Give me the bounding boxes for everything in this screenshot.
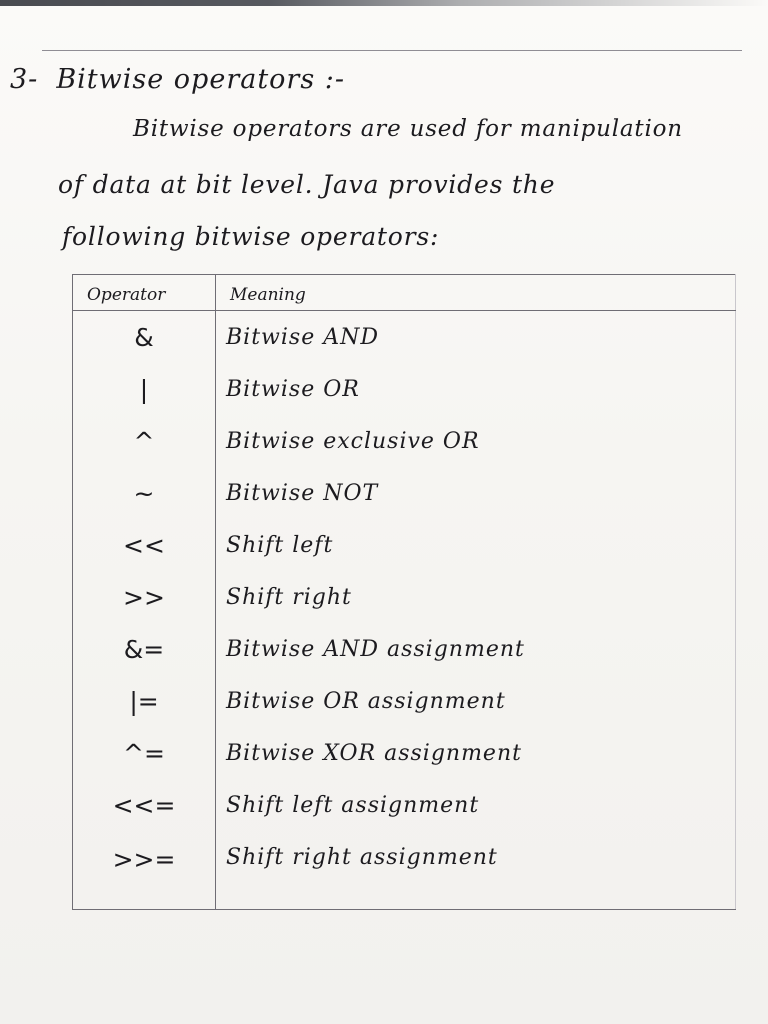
page-top-rule bbox=[42, 50, 742, 51]
operator-cell: >>= bbox=[73, 831, 216, 910]
operator-cell: ^ bbox=[73, 415, 216, 467]
meaning-cell: Bitwise exclusive OR bbox=[216, 415, 736, 467]
meaning-cell: Shift right bbox=[216, 571, 736, 623]
operator-cell: >> bbox=[73, 571, 216, 623]
meaning-cell: Bitwise XOR assignment bbox=[216, 727, 736, 779]
paragraph-line-1: Bitwise operators are used for manipulation bbox=[133, 116, 683, 142]
table-row bbox=[73, 467, 736, 519]
operator-cell: | bbox=[73, 363, 216, 415]
meaning-column-header: Meaning bbox=[216, 275, 736, 311]
section-heading bbox=[10, 64, 345, 95]
operator-cell: ^= bbox=[73, 727, 216, 779]
table-row bbox=[73, 363, 736, 415]
operators-table bbox=[72, 274, 736, 910]
meaning-cell: Bitwise OR assignment bbox=[216, 675, 736, 727]
paragraph-line-3: following bitwise operators: bbox=[62, 222, 440, 251]
table-row bbox=[73, 831, 736, 910]
meaning-cell: Bitwise OR bbox=[216, 363, 736, 415]
operator-cell: <<= bbox=[73, 779, 216, 831]
table-row bbox=[73, 675, 736, 727]
operator-cell: &= bbox=[73, 623, 216, 675]
meaning-cell: Bitwise AND bbox=[216, 311, 736, 364]
section-title: Bitwise operators :- bbox=[56, 64, 345, 95]
table-row bbox=[73, 311, 736, 364]
table-row bbox=[73, 415, 736, 467]
paragraph-line-2: of data at bit level. Java provides the bbox=[58, 170, 556, 199]
operator-cell: ~ bbox=[73, 467, 216, 519]
table-row bbox=[73, 779, 736, 831]
operator-cell: & bbox=[73, 311, 216, 364]
meaning-cell: Shift left bbox=[216, 519, 736, 571]
meaning-cell: Bitwise NOT bbox=[216, 467, 736, 519]
operator-cell: |= bbox=[73, 675, 216, 727]
meaning-cell: Shift left assignment bbox=[216, 779, 736, 831]
meaning-cell: Bitwise AND assignment bbox=[216, 623, 736, 675]
page-top-shadow bbox=[0, 0, 768, 6]
table-row bbox=[73, 623, 736, 675]
operator-column-header: Operator bbox=[73, 275, 216, 311]
meaning-cell: Shift right assignment bbox=[216, 831, 736, 910]
table-row bbox=[73, 571, 736, 623]
section-number: 3- bbox=[10, 64, 39, 95]
table-row bbox=[73, 519, 736, 571]
table-row bbox=[73, 727, 736, 779]
operator-cell: << bbox=[73, 519, 216, 571]
table-header-row bbox=[73, 275, 736, 311]
